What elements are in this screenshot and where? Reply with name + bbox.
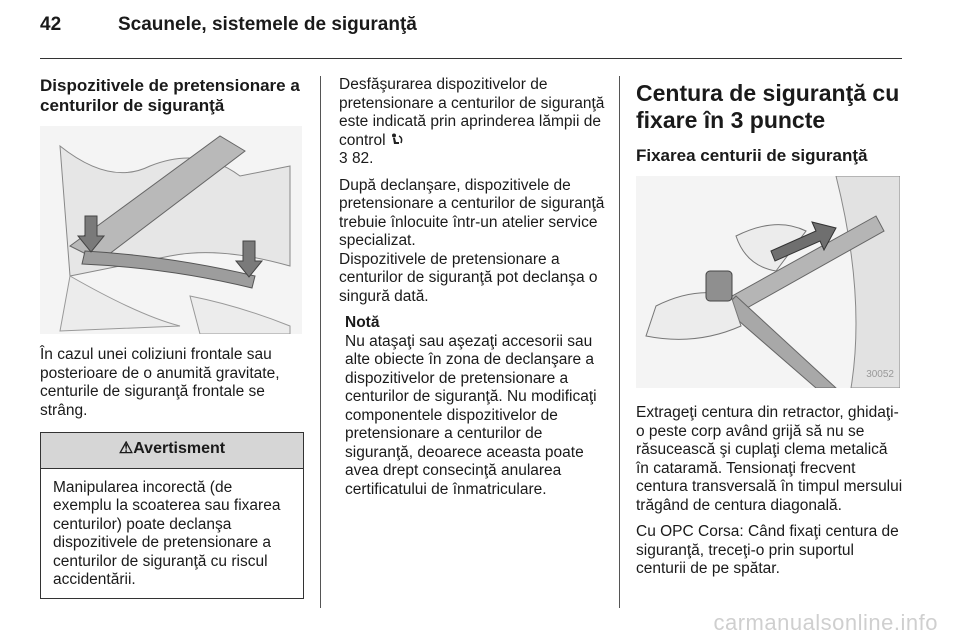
page-reference-icon: 3 [339,150,348,167]
fasten-belt-illustration [636,176,900,388]
warning-triangle-icon: ⚠ [118,440,134,457]
pretensioner-illustration [40,126,302,334]
replacement-paragraph: După declanşare, dispozitivele de pretensionare a centurilor de siguranţă trebuie înlocuite într-un atelier service specializat. [339,176,605,249]
warning-box [40,432,304,599]
single-use-paragraph: Dispozitivele de pretensionare a centurilor de siguranţă pot declanşa o singură dată. [339,250,598,305]
column-divider-left [320,76,321,608]
pretensioner-drawing [40,126,302,334]
watermark: carmanualsonline.info [713,610,938,635]
pretensioner-subheading: Dispozitivele de pretensionare a centurilor de siguranţă [40,76,300,115]
note-title: Notă [345,314,380,331]
page-title: Scaunele, sistemele de siguranţă [118,14,417,35]
deployment-paragraph: Desfăşurarea dispozitivelor de pretensionare a centurilor de siguranţă este indicată prin aprinderea lămpii de control 3 82. [339,76,605,167]
note-block [345,314,607,499]
warning-header [41,433,303,469]
opc-corsa-paragraph: Cu OPC Corsa: Când fixaţi centura de siguranţă, treceţi-o prin suportul centurii de pe spătar. [636,523,899,577]
fasten-belt-subheading: Fixarea centurii de siguranţă [636,146,868,165]
airbag-indicator-icon [390,133,404,146]
left-column [40,76,304,599]
warning-text: Manipularea incorectă (de exemplu la scoaterea sau fixarea centurilor) poate declanşa dispozitivele de pretensionare a centurilor de siguranţă cu riscul accidentării. [53,478,281,588]
right-column [636,76,904,587]
page-reference: 82. [351,150,374,167]
middle-column [339,76,607,499]
fasten-belt-drawing [636,176,900,388]
page-number: 42 [40,14,62,35]
column-divider-right [619,76,620,608]
fasten-paragraph: Extrageţi centura din retractor, ghidaţi-o peste corp având grijă să nu se răsucească şi cuplaţi clema metalică în cataramă. Tensionaţi frecvent centura transversală în timpul mersului trăgând de centura diagonală. [636,404,903,514]
header-rule [40,58,902,59]
pretensioner-paragraph: În cazul unei coliziuni frontale sau posterioare de o anumită gravitate, centurile de siguranţă frontale se strâng. [40,346,280,419]
note-text: Nu ataşaţi sau aşezaţi accesorii sau alte obiecte în zona de declanşare a dispozitivelor de pretensionare a centurilor de siguranţă. Nu modificaţi componentele dispozitivelor de pretensionare a centurilor de siguranţă, deoarece aceasta poate avea drept consecinţă anularea certificatului de înmatriculare. [345,332,597,498]
warning-title: Avertisment [133,440,226,457]
three-point-belt-heading: Centura de siguranţă cu fixare în 3 puncte [636,80,900,133]
image-code: 30052 [866,368,894,380]
